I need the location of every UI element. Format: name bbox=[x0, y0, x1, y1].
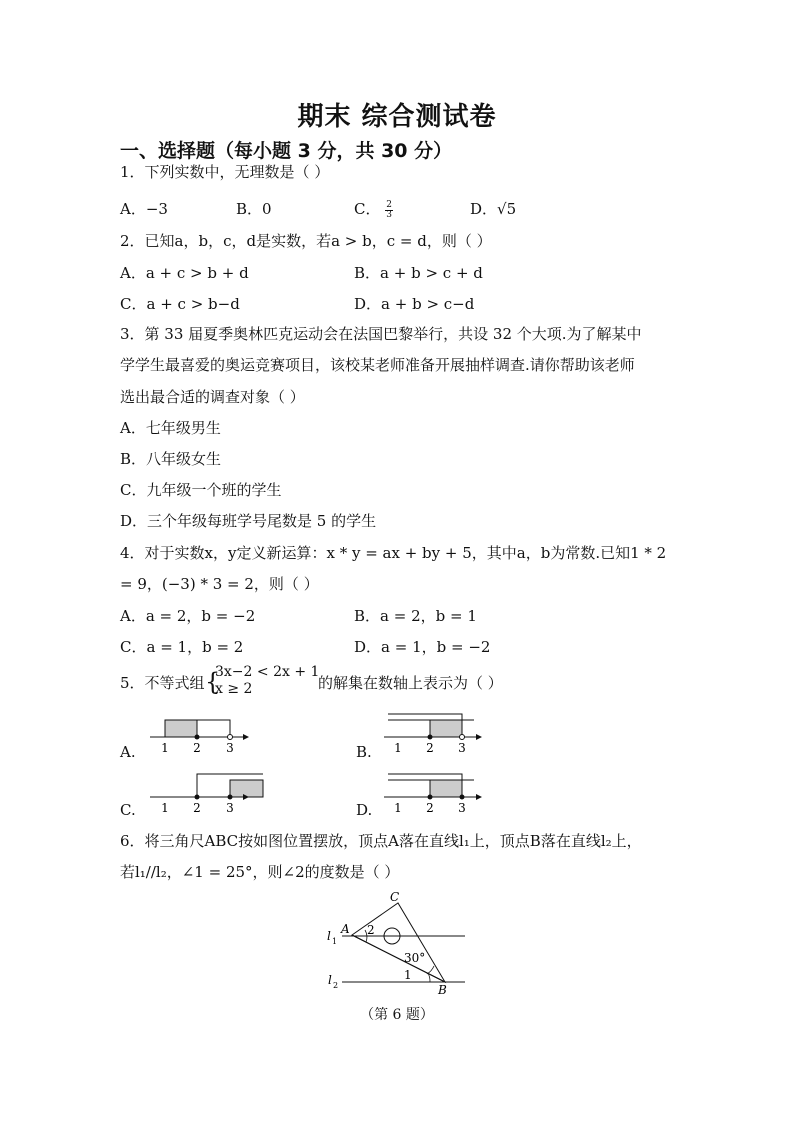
tick-label-2: 2 bbox=[193, 741, 201, 755]
q1-option-d bbox=[470, 199, 516, 219]
angle-2-label: 2 bbox=[367, 923, 375, 937]
page-title: 期末 综合测试卷 bbox=[297, 102, 497, 132]
section-heading: 一、选择题（每小题 3 分，共 30 分） bbox=[120, 140, 453, 162]
q1-option-a: A．−3 bbox=[120, 200, 168, 218]
q5-stem-suffix: 的解集在数轴上表示为（ ） bbox=[318, 674, 503, 692]
hollow-dot bbox=[228, 735, 233, 740]
sqrt-five: √5 bbox=[497, 200, 517, 218]
q5-option-c-label: C. bbox=[120, 801, 136, 819]
tick-label-1: 1 bbox=[161, 801, 169, 815]
tick-label-2: 2 bbox=[193, 801, 201, 815]
q4-line-2: = 9，(−3) * 3 = 2，则（ ） bbox=[120, 575, 319, 593]
vertex-b-label: B bbox=[438, 983, 447, 997]
triangle-figure bbox=[320, 888, 480, 1000]
solid-dot bbox=[228, 795, 233, 800]
q3-line-1: 3．第 33 届夏季奥林匹克运动会在法国巴黎举行，共设 32 个大项.为了解某中 bbox=[120, 325, 642, 343]
q3-option-c: C．九年级一个班的学生 bbox=[120, 481, 282, 499]
inequality-2: x ≥ 2 bbox=[215, 681, 253, 697]
tick-label-3: 3 bbox=[458, 801, 466, 815]
q1-option-c bbox=[354, 199, 393, 220]
q5-option-b-label: B. bbox=[356, 743, 372, 761]
q1-option-c-label: C． bbox=[354, 200, 381, 218]
q3-line-3: 选出最合适的调查对象（ ） bbox=[120, 388, 305, 406]
number-line-a bbox=[145, 710, 255, 756]
angle-1-label: 1 bbox=[404, 968, 412, 982]
q4-option-a: A．a = 2，b = −2 bbox=[120, 607, 256, 625]
tick-label-2: 2 bbox=[426, 741, 434, 755]
q3-option-a: A．七年级男生 bbox=[120, 419, 221, 437]
line-l2-label: l bbox=[328, 973, 332, 987]
line-l1-label: l bbox=[327, 929, 331, 943]
q2-option-d: D．a + b > c−d bbox=[354, 295, 475, 313]
tick-label-1: 1 bbox=[394, 801, 402, 815]
shaded-region bbox=[230, 780, 263, 797]
tick-label-2: 2 bbox=[426, 801, 434, 815]
number-line-b bbox=[380, 710, 490, 756]
vertex-a-label: A bbox=[341, 922, 350, 936]
hollow-dot bbox=[460, 735, 465, 740]
vertex-c-label: C bbox=[390, 890, 400, 904]
solid-dot bbox=[460, 795, 465, 800]
q4-option-d: D．a = 1，b = −2 bbox=[354, 638, 491, 656]
q4-option-c: C．a = 1，b = 2 bbox=[120, 638, 244, 656]
q5-option-d-label: D. bbox=[356, 801, 373, 819]
q3-option-d: D．三个年级每班学号尾数是 5 的学生 bbox=[120, 512, 377, 530]
q6-line-1: 6．将三角尺ABC按如图位置摆放，顶点A落在直线l₁上，顶点B落在直线l₂上， bbox=[120, 832, 642, 850]
figure-caption: （第 6 题） bbox=[360, 1007, 434, 1023]
solid-dot bbox=[428, 795, 433, 800]
shaded-region bbox=[165, 720, 197, 737]
q2-option-a: A．a + c > b + d bbox=[120, 264, 249, 282]
q4-option-b: B．a = 2，b = 1 bbox=[354, 607, 477, 625]
q1-option-d-label: D． bbox=[470, 200, 498, 218]
solid-dot bbox=[195, 735, 200, 740]
tick-label-3: 3 bbox=[458, 741, 466, 755]
tick-label-1: 1 bbox=[161, 741, 169, 755]
tick-label-3: 3 bbox=[226, 801, 234, 815]
arrow-icon bbox=[476, 734, 482, 740]
shaded-region bbox=[430, 720, 462, 737]
q5-option-a-label: A. bbox=[120, 743, 136, 761]
fraction bbox=[385, 201, 393, 220]
number-line-d bbox=[380, 770, 490, 816]
q3-line-2: 学学生最喜爱的奥运竞赛项目，该校某老师准备开展抽样调查.请你帮助该老师 bbox=[120, 356, 635, 374]
line-l1-subscript: 1 bbox=[332, 937, 338, 946]
inequality-system bbox=[215, 664, 319, 698]
q2-option-c: C．a + c > b−d bbox=[120, 295, 240, 313]
q3-option-b: B．八年级女生 bbox=[120, 450, 222, 468]
arrow-icon bbox=[476, 794, 482, 800]
line-l2-subscript: 2 bbox=[333, 981, 339, 990]
inequality-1: 3x−2 < 2x + 1 bbox=[215, 664, 320, 680]
fraction-denominator: 3 bbox=[386, 209, 392, 220]
q6-line-2: 若l₁//l₂，∠1 = 25°，则∠2的度数是（ ） bbox=[120, 863, 400, 881]
tick-label-3: 3 bbox=[226, 741, 234, 755]
tick-label-1: 1 bbox=[394, 741, 402, 755]
q5-stem-prefix: 5．不等式组 bbox=[120, 674, 205, 692]
q2-stem: 2．已知a，b，c，d是实数，若a > b，c = d，则（ ） bbox=[120, 232, 492, 250]
fraction-numerator: 2 bbox=[386, 199, 392, 210]
brace-icon: { bbox=[205, 668, 221, 696]
number-line-c bbox=[145, 770, 270, 816]
shaded-region bbox=[430, 780, 462, 797]
angle-30-arc bbox=[427, 966, 434, 974]
q1-stem: 1．下列实数中，无理数是（ ） bbox=[120, 163, 330, 181]
q2-option-b: B．a + b > c + d bbox=[354, 264, 483, 282]
q4-line-1: 4．对于实数x，y定义新运算：x * y = ax + by + 5，其中a，b为常数.已知1 * 2 bbox=[120, 544, 667, 562]
solid-dot bbox=[428, 735, 433, 740]
angle-30-label: 30° bbox=[404, 951, 426, 965]
solid-dot bbox=[195, 795, 200, 800]
q1-option-b: B．0 bbox=[236, 200, 272, 218]
arrow-icon bbox=[243, 734, 249, 740]
